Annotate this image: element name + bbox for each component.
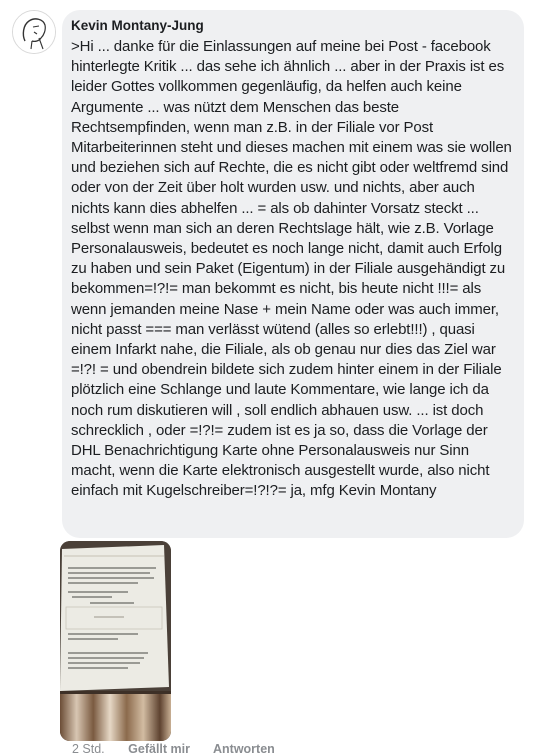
comment-actions <box>72 742 295 756</box>
reply-button[interactable]: Antworten <box>213 742 275 756</box>
like-button[interactable]: Gefällt mir <box>128 742 190 756</box>
avatar[interactable] <box>12 10 56 54</box>
attached-photo[interactable] <box>60 541 171 741</box>
comment-text: >Hi ... danke für die Einlassungen auf meine bei Post - facebook hinterlegte Kritik ... das sehe ich ähnlich ... aber in der Praxis ist es leider Gottes vollkommen gegenläufig, da helfen auch keine Argumente ... was nützt dem Menschen das beste Rechtsempfinden, wenn man z.B. in der Filiale vor Post Mitarbeiterinnen steht und dieses machen mit einem was sie wollen und beziehen sich auf Rechte, die es nicht gibt oder weltfremd sind oder von der Zeit über holt wurden usw. und nichts, aber auch nichts kann dies abhelfen ... = als ob dahinter Vorsatz steckt ... selbst wenn man sich an deren Rechtslage hält, wie z.B. Vorlage Personalausweis, bedeutet es noch lange nicht, damit auch Erfolg zu haben und sein Paket (Eigentum) in der Filiale ausgehändigt zu bekommen=!?!= man bekommt es nicht, bis heute nicht !!!= als wenn jemanden meine Nase + mein Name oder was auch immer, nicht passt === man verlässt wütend (alles so erlebt!!!) , quasi einem Infarkt nahe, die Filiale, als ob genau nur dies das Ziel war =!?! = und obendrein bildete sich zudem hinter einem in der Filiale plötzlich eine Schlange und laute Kommentare, wie lange ich da noch rum diskutieren will , soll endlich abhauen usw. ... ist doch schrecklich , oder =!?!= zudem ist es ja so, dass die Vorlage der DHL Benachrichtigung Karte ohne Personalausweis nur Sinn macht, wenn die Karte elektronisch ausgestellt wurde, also nicht einfach mit Kugelschreiber=!?!?= ja, mfg Kevin Montany <box>71 38 512 500</box>
comment-author[interactable]: Kevin Montany-Jung <box>71 18 204 33</box>
profile-sketch-icon <box>13 11 55 53</box>
comment-bubble <box>62 10 524 538</box>
comment-timestamp[interactable]: 2 Std. <box>72 742 105 756</box>
